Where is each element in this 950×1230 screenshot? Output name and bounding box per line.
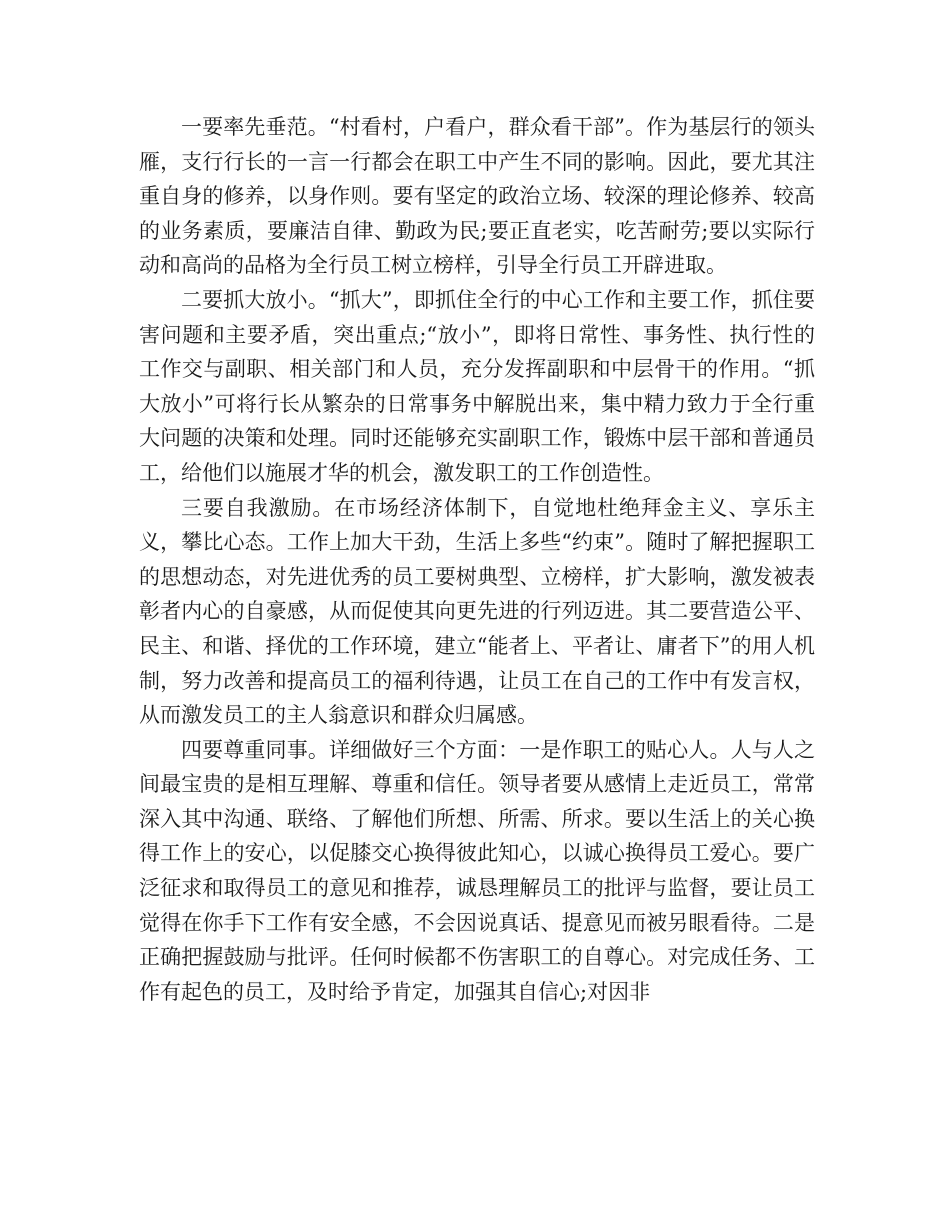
document-body: [139, 110, 815, 1009]
paragraph-self-motivation: 三要自我激励。在市场经济体制下，自觉地杜绝拜金主义、享乐主义，攀比心态。工作上加大干劲，生活上多些“约束”。随时了解把握职工的思想动态，对先进优秀的员工要树典型、立榜样，扩大影响，激发被表彰者内心的自豪感，从而促使其向更先进的行列迈进。其二要营造公平、民主、和谐、择优的工作环境，建立“能者上、平者让、庸者下”的用人机制，努力改善和提高员工的福利待遇，让员工在自己的工作中有发言权，从而激发员工的主人翁意识和群众归属感。: [139, 495, 815, 728]
paragraph-respect-colleagues: 四要尊重同事。详细做好三个方面：一是作职工的贴心人。人与人之间最宝贵的是相互理解、尊重和信任。领导者要从感情上走近员工，常常深入其中沟通、联络、了解他们所想、所需、所求。要以生活上的关心换得工作上的安心，以促膝交心换得彼此知心，以诚心换得员工爱心。要广泛征求和取得员工的意见和推荐，诚恳理解员工的批评与监督，要让员工觉得在你手下工作有安全感，不会因说真话、提意见而被另眼看待。二是正确把握鼓励与批评。任何时候都不伤害职工的自尊心。对完成任务、工作有起色的员工，及时给予肯定，加强其自信心;对因非: [139, 737, 815, 1004]
paragraph-lead-by-example: 一要率先垂范。“村看村，户看户，群众看干部”。作为基层行的领头雁，支行行长的一言一行都会在职工中产生不同的影响。因此，要尤其注重自身的修养，以身作则。要有坚定的政治立场、较深的理论修养、较高的业务素质，要廉洁自律、勤政为民;要正直老实，吃苦耐劳;要以实际行动和高尚的品格为全行员工树立榜样，引导全行员工开辟进取。: [139, 115, 815, 278]
paragraph-focus-on-major: 二要抓大放小。“抓大”，即抓住全行的中心工作和主要工作，抓住要害问题和主要矛盾，突出重点;“放小”，即将日常性、事务性、执行性的工作交与副职、相关部门和人员，充分发挥副职和中层骨干的作用。“抓大放小”可将行长从繁杂的日常事务中解脱出来，集中精力致力于全行重大问题的决策和处理。同时还能够充实副职工作，锻炼中层干部和普通员工，给他们以施展才华的机会，激发职工的工作创造性。: [139, 287, 815, 485]
